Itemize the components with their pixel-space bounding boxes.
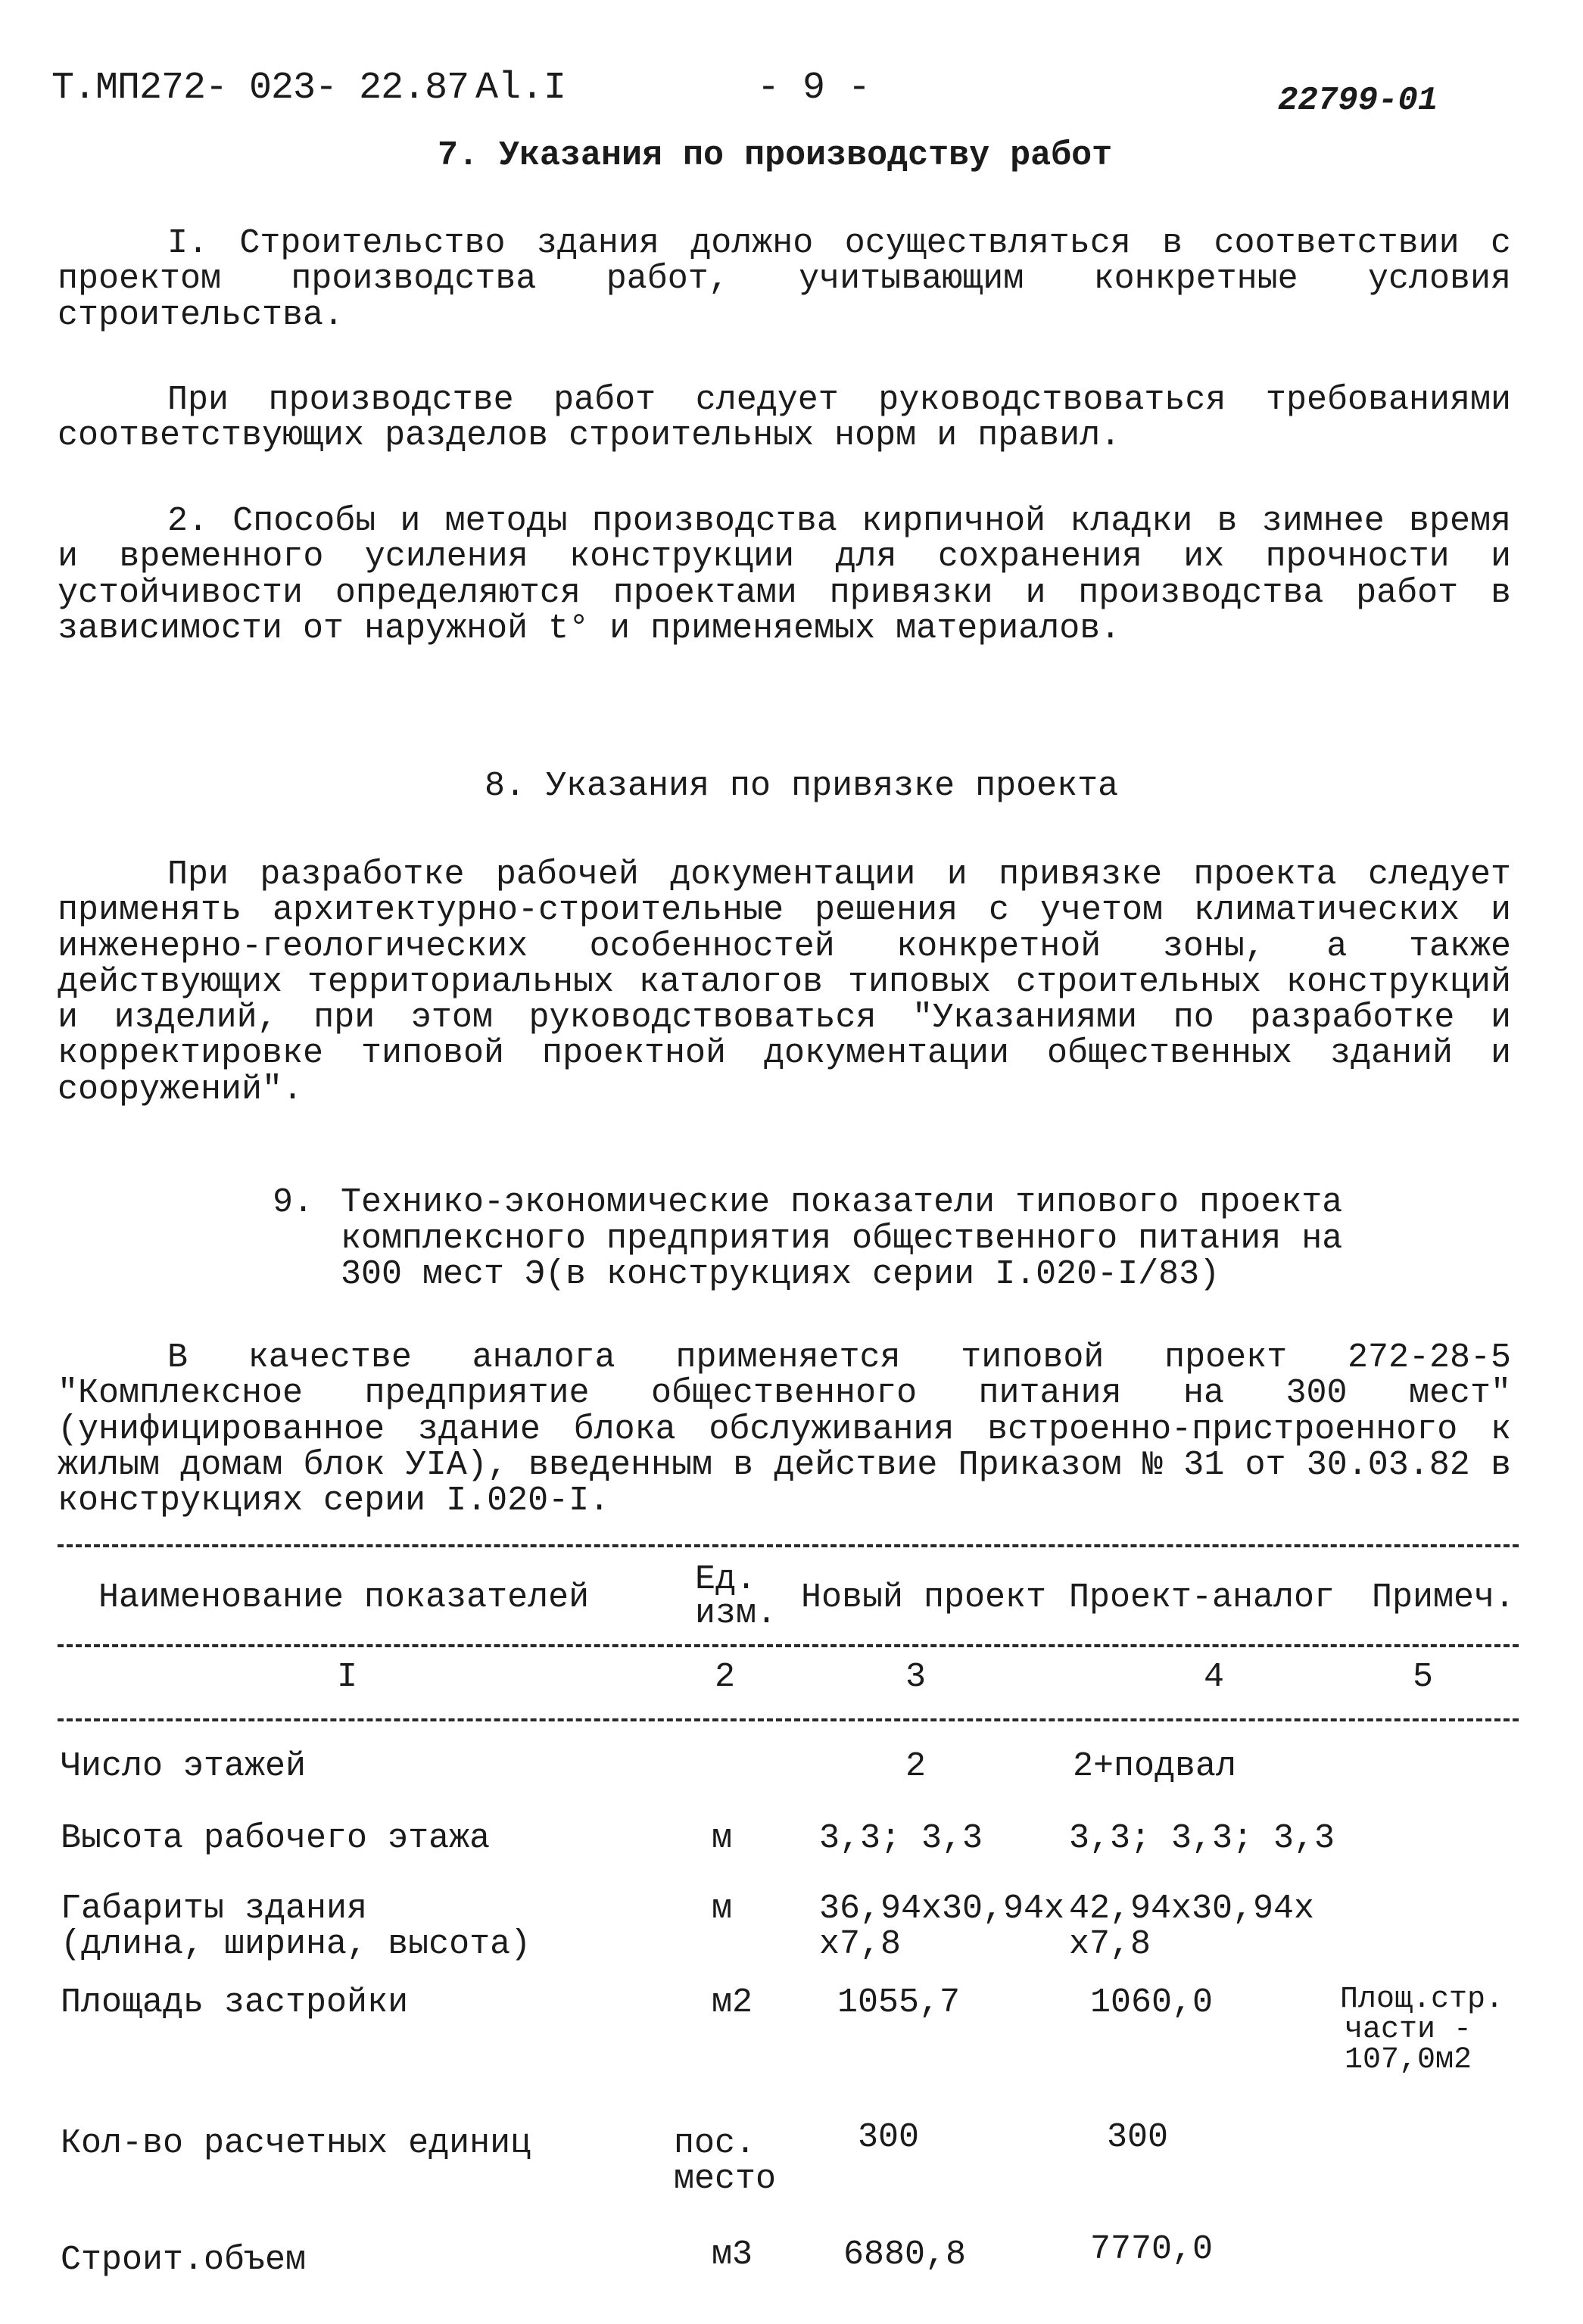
row-units-unit: пос. место bbox=[674, 2124, 777, 2199]
table-top-rule bbox=[58, 1544, 1519, 1547]
row-floors-name: Число этажей bbox=[61, 1747, 307, 1786]
row-volume-unit: м3 bbox=[712, 2235, 753, 2274]
row-height-unit: м bbox=[712, 1819, 733, 1858]
row-floors-analog: 2+подвал bbox=[1073, 1747, 1237, 1786]
page-number: - 9 - bbox=[757, 67, 871, 110]
section-7-paragraph-2: При производстве работ следует руководствоваться требованиями соответствующих разделов строительных норм и правил. bbox=[58, 381, 1511, 456]
row-dimensions-name: Габариты здания (длина, ширина, высота) bbox=[61, 1889, 531, 1964]
row-units-analog: 300 bbox=[1107, 2118, 1169, 2157]
row-area-name: Площадь застройки bbox=[61, 1983, 409, 2022]
column-number-1: I bbox=[337, 1658, 358, 1696]
row-area-note: Площ.стр. части - 107,0м2 bbox=[1340, 1983, 1504, 2077]
section-7-paragraph-1: I. Строительство здания должно осуществляться в соответствии с проектом производства работ, учитывающим конкретные условия строительства. bbox=[58, 224, 1511, 335]
column-number-4: 4 bbox=[1204, 1658, 1225, 1696]
header-unit: Ед. изм. bbox=[695, 1560, 777, 1633]
row-volume-name: Строит.объем bbox=[61, 2241, 307, 2279]
section-8-title: 8. Указания по привязке проекта bbox=[485, 767, 1119, 805]
row-volume-analog: 7770,0 bbox=[1090, 2230, 1214, 2269]
header-new-project: Новый проект bbox=[801, 1578, 1047, 1617]
column-number-5: 5 bbox=[1413, 1658, 1434, 1696]
row-area-new: 1055,7 bbox=[837, 1983, 961, 2022]
table-header-rule bbox=[58, 1644, 1519, 1647]
inventory-number: 22799-01 bbox=[1278, 82, 1438, 120]
header-note: Примеч. bbox=[1372, 1578, 1516, 1617]
row-area-unit: м2 bbox=[712, 1983, 753, 2022]
row-dimensions-analog: 42,94х30,94х х7,8 bbox=[1069, 1889, 1315, 1964]
row-volume-new: 6880,8 bbox=[843, 2235, 967, 2274]
row-area-analog: 1060,0 bbox=[1090, 1983, 1214, 2022]
row-height-name: Высота рабочего этажа bbox=[61, 1819, 491, 1858]
row-units-new: 300 bbox=[858, 2118, 920, 2157]
section-9-paragraph-1: В качестве аналога применяется типовой проект 272-28-5 "Комплексное предприятие общественного питания на 300 мест" (унифицированное здание блока обслуживания встроенно-пристроенного к жилым домам блок УIА), введенным в действие Приказом № 31 от 30.03.82 в конструкциях серии I.020-I. bbox=[58, 1338, 1511, 1520]
section-9-title: 9. Технико-экономические показатели типового проекта комплексного предприятия общественного питания на 300 мест Э(в конструкциях серии I.020-I/83) bbox=[273, 1183, 1343, 1294]
column-number-3: 3 bbox=[905, 1658, 927, 1696]
row-dimensions-unit: м bbox=[712, 1889, 733, 1928]
document-code: Т.МП272- 023- 22.87 bbox=[51, 67, 469, 110]
header-analog-project: Проект-аналог bbox=[1069, 1578, 1335, 1617]
section-7-paragraph-3: 2. Способы и методы производства кирпичной кладки в зимнее время и временного усиления конструкции для сохранения их прочности и устойчивости определяются проектами привязки и производства работ в зависимости от наружной t° и применяемых материалов. bbox=[58, 502, 1511, 648]
section-9-number: 9. bbox=[273, 1183, 314, 1222]
column-number-2: 2 bbox=[715, 1658, 736, 1696]
row-units-name: Кол-во расчетных единиц bbox=[61, 2124, 531, 2163]
row-dimensions-new: 36,94х30,94х х7,8 bbox=[819, 1889, 1065, 1964]
row-floors-new: 2 bbox=[905, 1747, 927, 1786]
table-columns-rule bbox=[58, 1718, 1519, 1721]
row-height-new: 3,3; 3,3 bbox=[819, 1819, 983, 1858]
album-number: Al.I bbox=[475, 67, 567, 110]
row-height-analog: 3,3; 3,3; 3,3 bbox=[1069, 1819, 1335, 1858]
section-7-title: 7. Указания по производству работ bbox=[438, 136, 1113, 175]
section-8-paragraph-1: При разработке рабочей документации и привязке проекта следует применять архитектурно-строительные решения с учетом климатических и инженерно-геологических особенностей конкретной зоны, а также действующих территориальных каталогов типовых строительных конструкций и изделий, при этом руководствоваться "Указаниями по разработке и корректировке типовой проектной документации общественных зданий и сооружений". bbox=[58, 855, 1511, 1109]
header-name: Наименование показателей bbox=[98, 1578, 590, 1617]
